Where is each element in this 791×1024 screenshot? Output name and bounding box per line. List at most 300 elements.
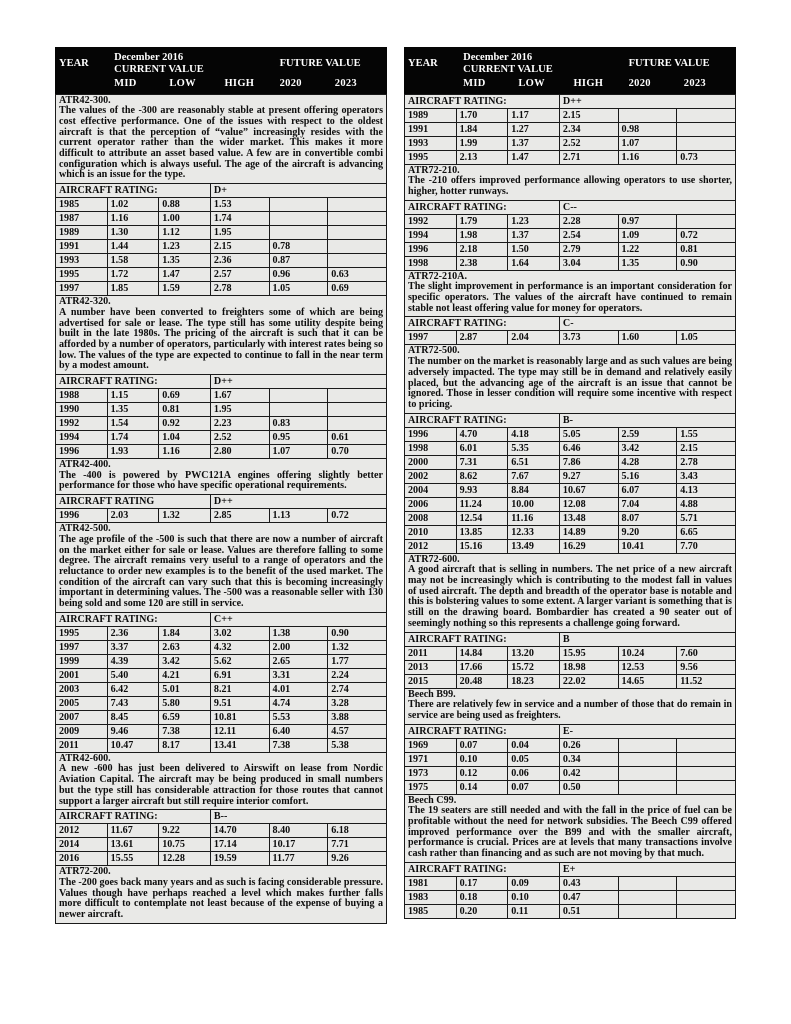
value-cell: 13.61 [107, 838, 159, 852]
value-cell [618, 766, 677, 780]
rating-value-cell: C-- [559, 200, 735, 214]
value-cell: 0.97 [618, 214, 677, 228]
year-cell: 1996 [405, 242, 457, 256]
year-cell: 1997 [56, 282, 108, 296]
value-cell: 1.07 [618, 136, 677, 150]
value-cell: 1.53 [210, 198, 269, 212]
value-cell: 1.72 [107, 268, 159, 282]
value-cell: 15.16 [456, 539, 508, 553]
aircraft-value-table [404, 862, 736, 919]
value-cell: 18.23 [508, 674, 560, 688]
value-cell: 9.93 [456, 483, 508, 497]
value-cell [328, 212, 387, 226]
year-cell: 1985 [405, 904, 457, 918]
rating-label-cell: AIRCRAFT RATING: [405, 317, 560, 331]
rating-value-cell: D+ [210, 184, 386, 198]
aircraft-value-table [55, 494, 387, 523]
value-cell [269, 403, 328, 417]
value-cell: 12.53 [618, 660, 677, 674]
year-cell: 1995 [56, 268, 108, 282]
value-cell: 3.37 [107, 640, 159, 654]
value-cell: 1.84 [456, 122, 508, 136]
value-cell: 5.35 [508, 441, 560, 455]
year-cell: 1993 [405, 136, 457, 150]
value-cell: 3.31 [269, 668, 328, 682]
rating-label-cell: AIRCRAFT RATING: [56, 810, 211, 824]
value-row [405, 122, 736, 136]
value-cell: 2.78 [677, 455, 736, 469]
value-cell: 1.05 [677, 331, 736, 345]
value-cell: 0.11 [508, 904, 560, 918]
value-cell [618, 876, 677, 890]
value-cell: 4.13 [677, 483, 736, 497]
value-cell: 2.13 [456, 150, 508, 164]
value-cell [269, 226, 328, 240]
value-cell: 14.84 [456, 646, 508, 660]
value-cell: 0.92 [159, 417, 211, 431]
value-cell: 0.90 [328, 626, 387, 640]
value-cell: 8.21 [210, 682, 269, 696]
value-cell: 17.14 [210, 838, 269, 852]
aircraft-commentary: The -400 is powered by PWC121A engines offering slightly better performance for those who have specific operational requirements. [59, 469, 383, 492]
section-text-block [55, 94, 387, 185]
section-text-block [404, 553, 736, 633]
value-cell: 2.59 [618, 427, 677, 441]
header-col-mid: MID [111, 77, 166, 95]
year-cell: 1987 [56, 212, 108, 226]
value-cell: 5.40 [107, 668, 159, 682]
value-cell: 10.17 [269, 838, 328, 852]
column-header-banner [404, 47, 736, 95]
value-row [405, 228, 736, 242]
value-cell: 1.67 [210, 389, 269, 403]
value-cell: 1.17 [508, 108, 560, 122]
value-cell: 8.07 [618, 511, 677, 525]
year-cell: 1993 [56, 254, 108, 268]
header-row-columns [56, 77, 387, 95]
value-cell [618, 108, 677, 122]
header-col-low: LOW [515, 77, 570, 95]
value-cell: 3.73 [559, 331, 618, 345]
value-row [56, 682, 387, 696]
value-row [405, 511, 736, 525]
rating-row [56, 612, 387, 626]
value-cell [618, 752, 677, 766]
rating-row [405, 317, 736, 331]
value-cell: 12.54 [456, 511, 508, 525]
value-cell: 0.09 [508, 876, 560, 890]
value-cell: 9.26 [328, 852, 387, 866]
value-cell: 1.59 [159, 282, 211, 296]
aircraft-value-table [404, 94, 736, 165]
year-cell: 1992 [405, 214, 457, 228]
value-cell: 8.17 [159, 738, 211, 752]
year-cell: 1996 [56, 445, 108, 459]
value-cell: 12.28 [159, 852, 211, 866]
value-row [56, 212, 387, 226]
aircraft-value-table [55, 809, 387, 866]
value-cell: 8.62 [456, 469, 508, 483]
value-cell: 1.58 [107, 254, 159, 268]
value-cell: 5.38 [328, 738, 387, 752]
value-cell: 6.91 [210, 668, 269, 682]
value-row [405, 136, 736, 150]
value-cell: 5.80 [159, 696, 211, 710]
value-row [405, 525, 736, 539]
value-cell: 11.77 [269, 852, 328, 866]
rating-value-cell: B-- [210, 810, 386, 824]
value-cell [269, 198, 328, 212]
aircraft-model-title: ATR72-210. [408, 164, 460, 176]
value-cell: 15.95 [559, 646, 618, 660]
value-cell [677, 738, 736, 752]
value-row [405, 256, 736, 270]
value-cell: 2.34 [559, 122, 618, 136]
value-cell: 0.95 [269, 431, 328, 445]
year-cell: 1998 [405, 256, 457, 270]
value-cell [677, 122, 736, 136]
value-cell [328, 417, 387, 431]
value-cell: 1.79 [456, 214, 508, 228]
year-cell: 1992 [56, 417, 108, 431]
aircraft-commentary: The -210 offers improved performance allowing operators to use shorter, higher, hotter runways. [408, 175, 732, 197]
aircraft-value-table [404, 632, 736, 689]
value-cell: 0.06 [508, 766, 560, 780]
value-cell: 1.60 [618, 331, 677, 345]
value-cell: 0.73 [677, 150, 736, 164]
value-cell: 1.37 [508, 228, 560, 242]
value-cell: 4.32 [210, 640, 269, 654]
header-row-top [405, 48, 736, 77]
value-cell: 4.74 [269, 696, 328, 710]
value-cell: 1.70 [456, 108, 508, 122]
value-cell: 1.30 [107, 226, 159, 240]
value-cell: 7.71 [328, 838, 387, 852]
value-row [405, 876, 736, 890]
rating-label-cell: AIRCRAFT RATING: [405, 94, 560, 108]
value-cell: 7.86 [559, 455, 618, 469]
header-col-low: LOW [166, 77, 221, 95]
value-row [56, 403, 387, 417]
value-cell: 4.18 [508, 427, 560, 441]
year-header-cell [405, 48, 460, 77]
value-cell: 0.12 [456, 766, 508, 780]
value-cell: 0.69 [159, 389, 211, 403]
value-cell: 15.72 [508, 660, 560, 674]
value-cell: 9.56 [677, 660, 736, 674]
value-cell: 9.51 [210, 696, 269, 710]
value-cell [269, 212, 328, 226]
value-cell: 9.22 [159, 824, 211, 838]
value-cell: 8.45 [107, 710, 159, 724]
value-cell: 3.43 [677, 469, 736, 483]
value-cell: 14.70 [210, 824, 269, 838]
aircraft-model-title: ATR72-600. [408, 553, 460, 565]
year-cell: 1991 [56, 240, 108, 254]
year-cell: 2010 [405, 525, 457, 539]
value-row [405, 214, 736, 228]
value-cell: 8.84 [508, 483, 560, 497]
value-cell: 0.14 [456, 780, 508, 794]
year-cell: 1985 [56, 198, 108, 212]
value-cell: 6.42 [107, 682, 159, 696]
value-cell [677, 136, 736, 150]
value-cell: 12.08 [559, 497, 618, 511]
value-cell: 7.38 [269, 738, 328, 752]
rating-row [56, 375, 387, 389]
value-cell: 1.23 [508, 214, 560, 228]
header-col-2020: 2020 [276, 77, 331, 95]
year-cell: 2016 [56, 852, 108, 866]
value-cell: 5.05 [559, 427, 618, 441]
year-cell: 1994 [405, 228, 457, 242]
value-row [405, 890, 736, 904]
year-cell: 1988 [56, 389, 108, 403]
values-column-right [404, 47, 736, 919]
header-col-high: HIGH [221, 77, 276, 95]
value-cell: 13.20 [508, 646, 560, 660]
header-col-spacer [56, 77, 111, 95]
value-cell: 13.85 [456, 525, 508, 539]
rating-row [405, 94, 736, 108]
value-cell: 10.81 [210, 710, 269, 724]
value-cell [618, 890, 677, 904]
value-cell: 2.15 [677, 441, 736, 455]
value-row [56, 640, 387, 654]
rating-label-cell: AIRCRAFT RATING: [405, 862, 560, 876]
value-cell: 0.81 [677, 242, 736, 256]
section-text-block [404, 164, 736, 201]
aircraft-model-title: ATR72-500. [408, 345, 460, 357]
value-cell: 0.42 [559, 766, 618, 780]
value-cell: 7.31 [456, 455, 508, 469]
header-col-mid: MID [460, 77, 515, 95]
value-cell [328, 254, 387, 268]
rating-row [56, 810, 387, 824]
column-header-banner [55, 47, 387, 95]
value-cell: 19.59 [210, 852, 269, 866]
value-row [56, 389, 387, 403]
value-cell: 10.41 [618, 539, 677, 553]
value-cell: 1.13 [269, 509, 328, 523]
value-row [405, 242, 736, 256]
value-cell: 2.15 [210, 240, 269, 254]
value-cell: 1.38 [269, 626, 328, 640]
value-cell: 10.67 [559, 483, 618, 497]
value-cell: 2.23 [210, 417, 269, 431]
aircraft-value-table [404, 413, 736, 554]
value-cell: 0.10 [508, 890, 560, 904]
value-row [405, 904, 736, 918]
aircraft-commentary: A good aircraft that is selling in numbers. The net price of a new aircraft may not be increasingly which is contributing to the modest fall in values of used aircraft. The depth and breadth of the operator base is notable and this is bolstering values to some extent. A larger variant is something that is still on the drawing board. Bombardier has created a 90 seater out of seemingly nothing so this represents a challenge going forward. [408, 564, 732, 629]
current-value-period: December 2016 [114, 52, 184, 63]
value-cell: 2.15 [559, 108, 618, 122]
value-cell: 5.62 [210, 654, 269, 668]
value-cell: 1.22 [618, 242, 677, 256]
value-cell: 16.29 [559, 539, 618, 553]
year-cell: 2015 [405, 674, 457, 688]
value-cell: 1.95 [210, 226, 269, 240]
aircraft-value-table [55, 612, 387, 753]
value-cell: 0.72 [328, 509, 387, 523]
value-cell: 0.83 [269, 417, 328, 431]
year-header-cell [56, 48, 111, 77]
value-cell: 0.05 [508, 752, 560, 766]
value-cell: 0.61 [328, 431, 387, 445]
value-cell: 0.69 [328, 282, 387, 296]
year-cell: 1975 [405, 780, 457, 794]
value-cell: 1.00 [159, 212, 211, 226]
value-row [405, 539, 736, 553]
aircraft-value-table [404, 724, 736, 795]
aircraft-commentary: A number have been converted to freighters some of which are being advertised for sale or lease. The type still has some utility despite being built in the late 1980s. The pricing of the aircraft is such that it can be afforded by a number of operators, particularly with interest rates being so low. The values of the type are expected to continue to fall in the near term by a modest amount. [59, 306, 383, 372]
aircraft-commentary: The values of the -300 are reasonably stable at present offering operators cost effective performance. One of the issues with respect to the oldest aircraft is that the perception of “value” increasingly resides with the current operator rather than the wider market. This makes it more difficult to attribute an asset based value. A few are in convertible combi configuration which is always useful. The age of the aircraft is advancing which is an issue for the type. [59, 105, 383, 181]
value-cell: 0.34 [559, 752, 618, 766]
aircraft-model-title: ATR72-200. [59, 866, 111, 878]
year-cell: 2003 [56, 682, 108, 696]
value-cell: 12.33 [508, 525, 560, 539]
value-row [56, 240, 387, 254]
value-cell: 1.99 [456, 136, 508, 150]
value-cell: 7.04 [618, 497, 677, 511]
value-cell: 22.02 [559, 674, 618, 688]
value-cell: 1.02 [107, 198, 159, 212]
value-cell: 0.51 [559, 904, 618, 918]
value-row [405, 660, 736, 674]
value-cell: 6.40 [269, 724, 328, 738]
year-cell: 2013 [405, 660, 457, 674]
value-cell [328, 403, 387, 417]
value-cell: 7.43 [107, 696, 159, 710]
value-row [56, 668, 387, 682]
value-row [405, 331, 736, 345]
value-row [56, 710, 387, 724]
year-cell: 2009 [56, 724, 108, 738]
value-cell: 1.84 [159, 626, 211, 640]
value-cell: 1.95 [210, 403, 269, 417]
header-col-spacer [405, 77, 460, 95]
aircraft-value-table [404, 200, 736, 271]
values-column-left [55, 47, 387, 924]
value-row [56, 254, 387, 268]
value-cell: 2.03 [107, 509, 159, 523]
value-cell: 2.36 [107, 626, 159, 640]
year-cell: 1969 [405, 738, 457, 752]
value-cell [677, 904, 736, 918]
value-cell: 1.98 [456, 228, 508, 242]
value-row [56, 509, 387, 523]
year-header-label: YEAR [408, 57, 438, 69]
value-row [405, 497, 736, 511]
value-row [56, 838, 387, 852]
value-cell: 18.98 [559, 660, 618, 674]
section-text-block [55, 865, 387, 924]
value-cell: 4.88 [677, 497, 736, 511]
year-cell: 1996 [405, 427, 457, 441]
year-header-label: YEAR [59, 57, 89, 69]
value-cell [618, 780, 677, 794]
rating-value-cell: D++ [559, 94, 735, 108]
future-value-label: FUTURE VALUE [628, 57, 710, 69]
value-cell: 4.70 [456, 427, 508, 441]
value-cell: 1.16 [107, 212, 159, 226]
year-cell: 1990 [56, 403, 108, 417]
value-cell: 10.00 [508, 497, 560, 511]
year-cell: 2007 [56, 710, 108, 724]
value-cell: 2.36 [210, 254, 269, 268]
year-cell: 1991 [405, 122, 457, 136]
year-cell: 1998 [405, 441, 457, 455]
year-cell: 2012 [56, 824, 108, 838]
value-cell: 1.32 [159, 509, 211, 523]
rating-row [405, 724, 736, 738]
value-cell: 1.16 [159, 445, 211, 459]
value-cell: 0.04 [508, 738, 560, 752]
section-text-block [404, 688, 736, 725]
rating-value-cell: B- [559, 413, 735, 427]
value-cell: 1.77 [328, 654, 387, 668]
value-cell [328, 226, 387, 240]
rating-row [405, 413, 736, 427]
value-cell: 11.67 [107, 824, 159, 838]
year-cell: 1995 [405, 150, 457, 164]
section-text-block [404, 270, 736, 318]
value-row [56, 226, 387, 240]
aircraft-commentary: The number on the market is reasonably large and as such values are being adversely impacted. The type may still be in demand and relatively easily placed, but the advancing age of the aircraft is an issue that cannot be ignored. Those in lesser condition will require some incentive with respect to pricing. [408, 356, 732, 410]
current-value-header-cell [111, 48, 276, 77]
value-row [56, 626, 387, 640]
rating-row [405, 862, 736, 876]
value-row [405, 752, 736, 766]
aircraft-model-title: Beech C99. [408, 794, 457, 806]
current-value-label: CURRENT VALUE [114, 63, 204, 75]
value-cell: 7.38 [159, 724, 211, 738]
value-cell: 14.65 [618, 674, 677, 688]
value-cell: 9.46 [107, 724, 159, 738]
rating-label-cell: AIRCRAFT RATING: [56, 612, 211, 626]
value-row [405, 780, 736, 794]
value-cell: 0.20 [456, 904, 508, 918]
value-cell: 0.98 [618, 122, 677, 136]
value-cell: 1.15 [107, 389, 159, 403]
value-cell: 1.12 [159, 226, 211, 240]
value-cell: 4.01 [269, 682, 328, 696]
value-cell: 15.55 [107, 852, 159, 866]
value-cell: 0.87 [269, 254, 328, 268]
value-cell: 1.04 [159, 431, 211, 445]
rating-value-cell: E+ [559, 862, 735, 876]
rating-row [405, 200, 736, 214]
value-cell: 2.04 [508, 331, 560, 345]
value-cell: 1.44 [107, 240, 159, 254]
value-cell: 1.07 [269, 445, 328, 459]
value-cell: 1.50 [508, 242, 560, 256]
aircraft-model-title: ATR42-500. [59, 523, 111, 535]
year-cell: 1989 [405, 108, 457, 122]
value-cell: 0.88 [159, 198, 211, 212]
value-row [56, 417, 387, 431]
value-cell: 7.67 [508, 469, 560, 483]
value-cell: 20.48 [456, 674, 508, 688]
value-row [405, 441, 736, 455]
value-cell: 1.05 [269, 282, 328, 296]
year-cell: 2000 [405, 455, 457, 469]
value-cell: 1.09 [618, 228, 677, 242]
aircraft-commentary: The slight improvement in performance is an important consideration for specific operators. The values of the aircraft have continued to remain stable not least offering value for money for operators. [408, 281, 732, 314]
value-cell: 11.52 [677, 674, 736, 688]
value-cell: 1.27 [508, 122, 560, 136]
aircraft-commentary: The age profile of the -500 is such that there are now a number of aircraft on the market either for sale or lease. Values are therefore falling to some degree. The aircraft remains very useful to a range of operators and the reluctance to order new examples is to the benefit of the used market. The condition of the aircraft can vary such that this is becoming increasingly important in determining values. The -500 was a reasonable seller with 130 being sold and some 120 are still in service. [59, 533, 383, 610]
